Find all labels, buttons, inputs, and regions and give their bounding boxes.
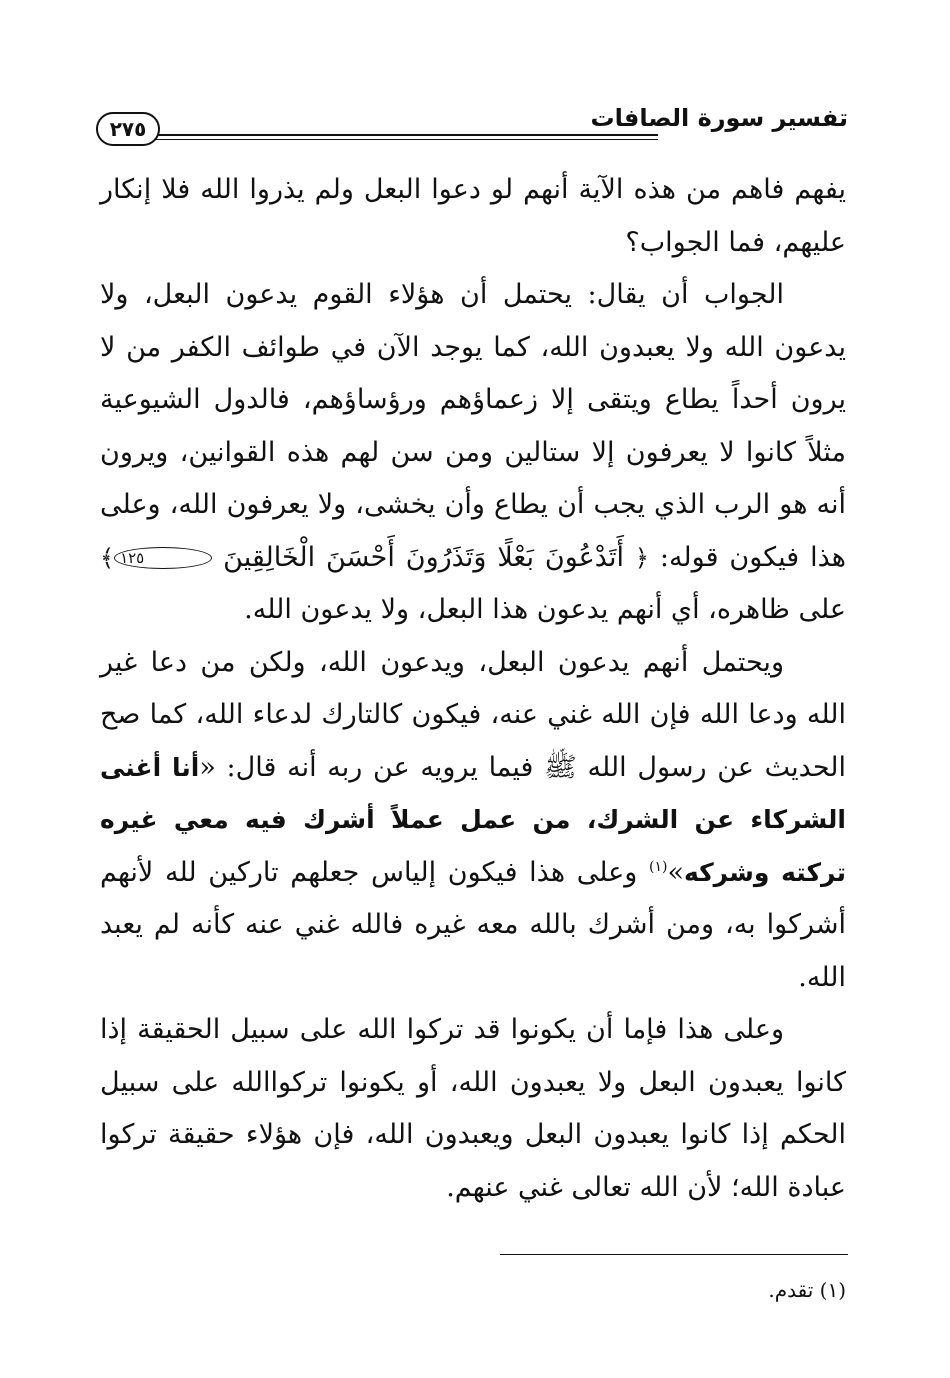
footnote-rule [500, 1254, 848, 1255]
footnote-marker[interactable]: (١) [648, 858, 668, 875]
paragraph-4-text: وعلى هذا فإما أن يكونوا قد تركوا الله على سبيل الحقيقة إذا كانوا يعبدون البعل ولا يعبدون الله، أو يكونوا تركواالله على سبيل الحكم إذا كانوا يعبدون البعل ويعبدون الله، فإن هؤلاء حقيقة تركوا عبادة الله؛ لأن الله تعالى غني عنهم. [100, 1014, 846, 1203]
page-number: ٢٧٥ [96, 112, 160, 146]
body-text [100, 164, 846, 1214]
paragraph-3 [100, 637, 846, 1005]
header-title: تفسير سورة الصافات [590, 104, 848, 132]
paragraph-2-text: الجواب أن يقال: يحتمل أن هؤلاء القوم يدعون البعل، ولا يدعون الله ولا يعبدون الله، كما يوجد الآن في طوائف الكفر من لا يرون أحداً يطاع ويتقى إلا زعماؤهم ورؤساؤهم، فالدول الشيوعية مثلاً كانوا لا يعرفون إلا ستالين ومن سن لهم هذه القوانين، ويرون أنه هو الرب الذي يجب أن يطاع وأن يخشى، ولا يعرفون الله، وعلى هذا فيكون قوله: [100, 279, 846, 573]
ayah-number: ١٢٥ [114, 547, 212, 569]
header-rule [152, 134, 658, 140]
quote-close: » [667, 856, 684, 888]
quran-bracket-open: ﴿ [634, 543, 649, 572]
paragraph-3-text: ويحتمل أنهم يدعون البعل، ويدعون الله، ولكن من دعا غير الله ودعا الله فإن الله غني عنه، فيكون كالتارك لدعاء الله، كما صح الحديث عن رسول الله ﷺ فيما يرويه عن ربه أنه قال: « [100, 646, 846, 783]
paragraph-2-text-end: على ظاهره، أي أنهم يدعون هذا البعل، ولا يدعون الله. [244, 594, 846, 625]
hadith-quote: أنا أغنى الشركاء عن الشرك، من عمل عملاً أشرك فيه معي غيره تركته وشركه [100, 752, 846, 887]
paragraph-3-text-end: وعلى هذا فيكون إلياس جعلهم تاركين لله لأنهم أشركوا به، ومن أشرك بالله معه غيره فالله غني عنه كأنه لم يعبد الله. [100, 856, 846, 993]
paragraph-1 [100, 164, 846, 269]
footnote: (١) تقدم. [768, 1278, 846, 1302]
quran-bracket-close: ﴾ [100, 543, 115, 572]
page-header [96, 98, 848, 156]
paragraph-1-text: يفهم فاهم من هذه الآية أنهم لو دعوا البعل ولم يذروا الله فلا إنكار عليهم، فما الجواب؟ [100, 174, 846, 258]
quran-verse: أَتَدْعُونَ بَعْلًا وَتَذَرُونَ أَحْسَنَ الْخَالِقِينَ [223, 541, 624, 573]
paragraph-4 [100, 1004, 846, 1214]
paragraph-2 [100, 269, 846, 637]
